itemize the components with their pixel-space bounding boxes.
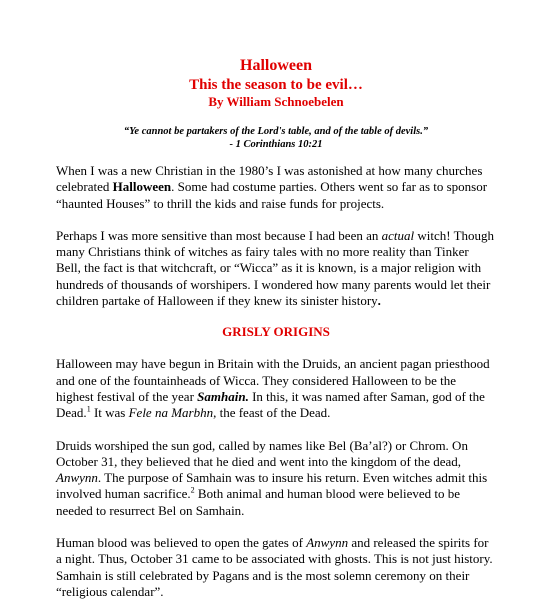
article-title: Halloween [240, 57, 312, 74]
emphasis-fele-na-marbhn: Fele na Marbhn [128, 405, 214, 421]
paragraph-text: Halloween may have begun in Britain with the Druids, an ancient pagan priesthood and one of the fountainheads of Wicca. They considered Halloween to be the highest festival of the year [56, 356, 490, 404]
paragraph-text: . The purpose of Samhain was to insure his return. Even witches admit this involved human sacrifice. [56, 470, 488, 502]
epigraph-reference: - 1 Corinthians 10:21 [229, 139, 323, 150]
paragraph-text: In this, it was named after Saman, god of the Dead. [56, 388, 485, 421]
emphasis-actual: actual [381, 227, 415, 243]
paragraph-text: It was [90, 405, 129, 421]
paragraph-5 [56, 535, 496, 600]
paragraph-text: When I was a new Christian in the 1980’s I was astonished at how many churches celebrated [56, 163, 483, 195]
emphasis-halloween: Halloween [112, 179, 172, 195]
paragraph-text: and released the spirits for a night. Thus, October 31 came to be associated with ghosts. This is not just history. Samhain is still celebrated by Pagans and is the most solemn ceremony on their “religious calendar”. [56, 535, 493, 599]
footnote-ref-1: 1 [86, 404, 91, 414]
section-heading: GRISLY ORIGINS [222, 324, 330, 340]
emphasis-samhain: Samhain. [197, 388, 249, 404]
emphasis-period: . [377, 293, 381, 309]
paragraph-text: Human blood was believed to open the gates of [56, 535, 307, 551]
epigraph [56, 125, 496, 151]
paragraph-text: , the feast of the Dead. [213, 405, 331, 421]
paragraph-text: Both animal and human blood were believed to be needed to resurrect Bel on Samhain. [56, 486, 461, 518]
paragraph-1 [56, 163, 496, 212]
footnote-ref-2: 2 [190, 486, 195, 496]
article-subtitle: This the season to be evil… [189, 77, 363, 93]
emphasis-anwynn: Anwynn [306, 535, 349, 551]
paragraph-4 [56, 438, 496, 519]
emphasis-anwynn: Anwynn [56, 470, 98, 486]
epigraph-text: “Ye cannot be partakers of the Lord's table, and of the table of devils.” [123, 126, 429, 137]
paragraph-text: Perhaps I was more sensitive than most because I had been an [56, 227, 382, 243]
article-byline: By William Schnoebelen [208, 94, 344, 109]
paragraph-text: Druids worshiped the sun god, called by names like Bel (Ba’al?) or Chrom. On October 31, they believed that he died and went into the kingdom of the dead, [56, 437, 468, 469]
paragraph-text: witch! Though many Christians think of witches as fairy tales with no more reality than Tinker Bell, the fact is that witchcraft, or “Wicca” as it is known, is a major religion with hundreds of thousands of worshipers. I wondered how many parents would let their children partake of Halloween if they knew its sinister history [56, 227, 495, 309]
paragraph-text: . Some had costume parties. Others went so far as to sponsor “haunted Houses” to thrill the kids and raise funds for projects. [56, 179, 488, 211]
paragraph-3 [56, 356, 496, 421]
paragraph-2 [56, 228, 496, 309]
article [56, 56, 496, 600]
article-header [56, 56, 496, 110]
